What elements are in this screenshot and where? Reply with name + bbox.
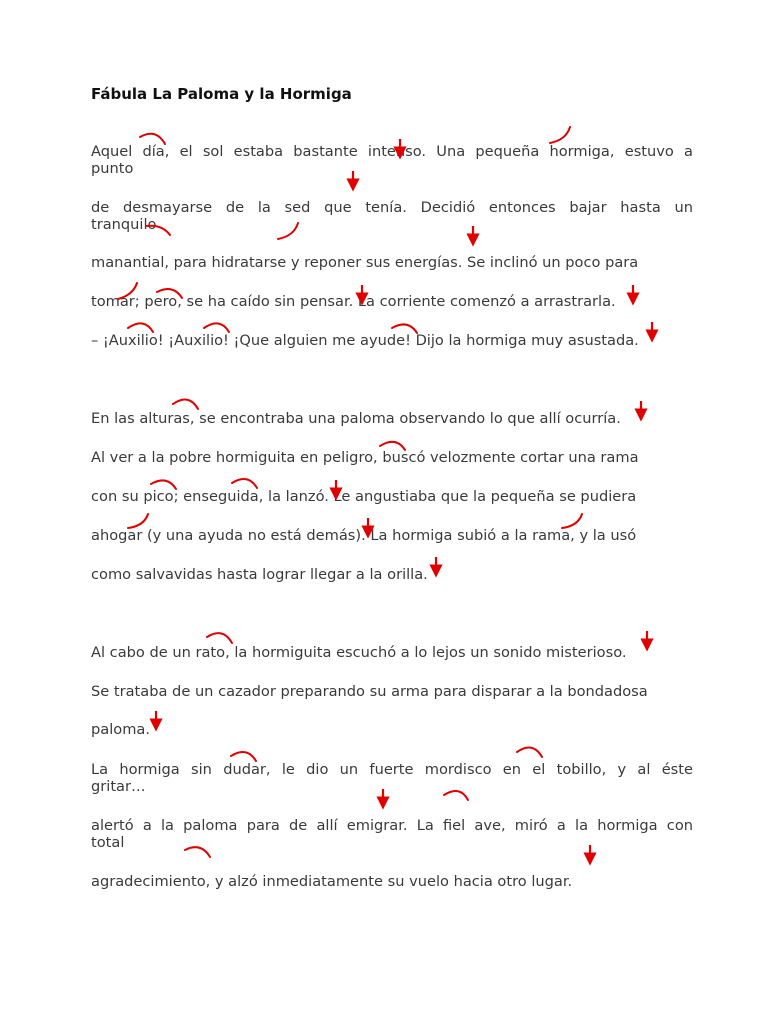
text-line: Se trataba de un cazador preparando su arma para disparar a la bondadosa: [91, 683, 648, 700]
red-arc-mark: [232, 479, 257, 488]
text-line: con su pico; enseguida, la lanzó. Le angustiaba que la pequeña se pudiera: [91, 488, 637, 505]
document-title: Fábula La Paloma y la Hormiga: [91, 85, 352, 103]
text-line: Al ver a la pobre hormiguita en peligro, buscó velozmente cortar una rama: [91, 449, 639, 466]
red-arc-mark: [550, 127, 570, 143]
text-line: de desmayarse de la sed que tenía. Decidió entonces bajar hasta un: [91, 199, 693, 216]
text-line: tranquilo: [91, 216, 157, 233]
text-line: total: [91, 834, 125, 851]
text-line: manantial, para hidratarse y reponer sus energías. Se inclinó un poco para: [91, 254, 639, 271]
text-line: agradecimiento, y alzó inmediatamente su vuelo hacia otro lugar.: [91, 873, 573, 890]
text-line: Al cabo de un rato, la hormiguita escuchó a lo lejos un sonido misterioso.: [91, 644, 627, 661]
text-line: como salvavidas hasta lograr llegar a la orilla.: [91, 566, 428, 583]
red-arc-mark: [207, 633, 232, 643]
text-line: tomar; pero, se ha caído sin pensar. La corriente comenzó a arrastrarla.: [91, 293, 616, 310]
text-line: En las alturas, se encontraba una paloma observando lo que allí ocurría.: [91, 410, 621, 427]
text-line: paloma.: [91, 721, 150, 738]
red-arc-mark: [173, 400, 198, 409]
text-line: Aquel día, el sol estaba bastante intenso. Una pequeña hormiga, estuvo a: [91, 143, 693, 160]
red-arc-mark: [517, 748, 542, 757]
text-line: punto: [91, 160, 134, 177]
red-arc-mark: [562, 514, 582, 528]
text-line: alertó a la paloma para de allí emigrar. La fiel ave, miró a la hormiga con: [91, 817, 693, 834]
red-arc-mark: [231, 752, 256, 761]
text-line: La hormiga sin dudar, le dio un fuerte mordisco en el tobillo, y al éste: [91, 761, 693, 778]
text-line: – ¡Auxilio! ¡Auxilio! ¡Que alguien me ayude! Dijo la hormiga muy asustada.: [91, 332, 639, 349]
red-arc-mark: [128, 323, 153, 332]
red-arc-mark: [204, 323, 229, 332]
text-line: ahogar (y una ayuda no está demás). La hormiga subió a la rama, y la usó: [91, 527, 637, 544]
text-line: gritar…: [91, 778, 146, 795]
red-arc-mark: [128, 514, 148, 528]
